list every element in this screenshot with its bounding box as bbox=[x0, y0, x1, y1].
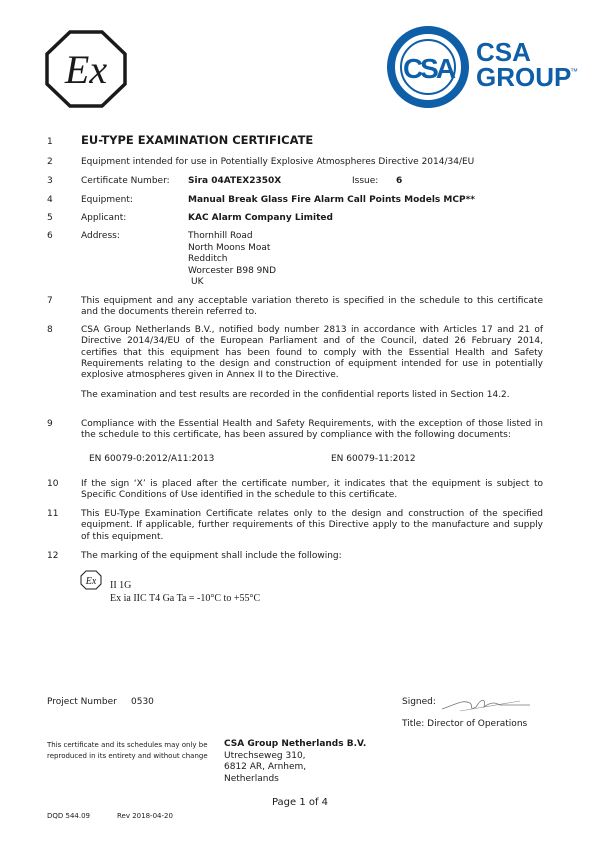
applicant-label: Applicant: bbox=[81, 213, 127, 223]
page-number: Page 1 of 4 bbox=[271, 797, 329, 808]
marking-protection: Ex ia IIC T4 Ga Ta = -10°C to +55°C bbox=[110, 593, 261, 604]
paragraph-8: CSA Group Netherlands B.V., notified body number 2813 in accordance with Articles 17 and 21 of Directive 2014/34/EU of the European Parliament and of the Council, dated 26 February 2014, certifies that this equipment has been found to comply with the Essential Health and Safety Requirements relating to the design and construction of equipment intended for use in potentially explosive atmospheres given in Annex II to the Directive. bbox=[81, 325, 543, 381]
doc-revision: Rev 2018-04-20 bbox=[117, 812, 173, 820]
paragraph-12: The marking of the equipment shall include the following: bbox=[81, 551, 342, 561]
csa-line1: CSA bbox=[476, 37, 531, 67]
standard-1: EN 60079-0:2012/A11:2013 bbox=[89, 454, 215, 464]
item-number: 12 bbox=[47, 551, 59, 561]
csa-line2: GROUP bbox=[476, 62, 572, 92]
signed-label: Signed: bbox=[402, 697, 436, 707]
csa-group-logo bbox=[386, 22, 586, 112]
paragraph-11: This EU-Type Examination Certificate relates only to the design and construction of the specified equipment. If applicable, further requirements of this Directive apply to the manufacture and supply of this equipment. bbox=[81, 509, 543, 542]
csa-tm: ™ bbox=[570, 67, 578, 76]
certificate-number-label: Certificate Number: bbox=[81, 176, 170, 186]
item-number: 10 bbox=[47, 479, 59, 489]
item-number: 3 bbox=[47, 176, 53, 186]
standard-2: EN 60079-11:2012 bbox=[331, 454, 416, 464]
paragraph-10: If the sign ‘X’ is placed after the certificate number, it indicates that the equipment is subject to Specific Conditions of Use identified in the schedule to this certificate. bbox=[81, 479, 543, 501]
address-line: Worcester B98 9ND bbox=[188, 265, 277, 276]
reproduction-note bbox=[47, 740, 208, 762]
item-number: 2 bbox=[47, 157, 53, 167]
csa-monogram: CSA bbox=[402, 53, 454, 84]
item-number: 5 bbox=[47, 213, 53, 223]
body-address-line: 6812 AR, Arnhem, bbox=[224, 762, 307, 772]
signature-image bbox=[440, 693, 532, 715]
equipment-value: Manual Break Glass Fire Alarm Call Points Models MCP** bbox=[188, 195, 475, 205]
address-label: Address: bbox=[81, 231, 120, 241]
address-line: North Moons Moat bbox=[188, 242, 271, 253]
ex-logo bbox=[45, 30, 127, 108]
csa-logo-icon bbox=[386, 22, 586, 112]
item-number: 9 bbox=[47, 419, 53, 429]
item-number: 6 bbox=[47, 231, 53, 241]
body-name: CSA Group Netherlands B.V. bbox=[224, 739, 367, 749]
issue-label: Issue: bbox=[352, 176, 379, 186]
applicant-value: KAC Alarm Company Limited bbox=[188, 213, 333, 223]
ex-mark-text: Ex bbox=[64, 47, 108, 92]
body-address-line: Netherlands bbox=[224, 773, 279, 784]
item-number: 7 bbox=[47, 296, 53, 306]
item-number: 1 bbox=[47, 137, 53, 147]
paragraph-8-results: The examination and test results are recorded in the confidential reports listed in Section 14.2. bbox=[81, 390, 510, 400]
equipment-label: Equipment: bbox=[81, 195, 133, 205]
doc-code: DQD 544.09 bbox=[47, 812, 91, 820]
body-address-line: Utrechseweg 310, bbox=[224, 750, 306, 761]
ex-marking-text: Ex bbox=[85, 576, 97, 587]
certificate-number-value: Sira 04ATEX2350X bbox=[188, 176, 282, 186]
address-line: Redditch bbox=[188, 254, 228, 265]
paragraph-9: Compliance with the Essential Health and Safety Requirements, with the exception of those listed in the schedule to this certificate, has been assured by compliance with the following documents: bbox=[81, 419, 543, 441]
certificate-title: EU-TYPE EXAMINATION CERTIFICATE bbox=[81, 133, 314, 147]
item-number: 11 bbox=[47, 509, 59, 519]
signatory-title: Title: Director of Operations bbox=[402, 719, 528, 729]
item-number: 4 bbox=[47, 195, 53, 205]
item-number: 8 bbox=[47, 325, 53, 335]
ex-marking-icon bbox=[80, 570, 102, 590]
issue-value: 6 bbox=[396, 176, 403, 186]
paragraph-7: This equipment and any acceptable variation thereto is specified in the schedule to this certificate and the documents therein referred to. bbox=[81, 296, 543, 318]
address-line: Thornhill Road bbox=[188, 231, 253, 241]
note-line: This certificate and its schedules may only be bbox=[47, 741, 208, 749]
project-number-value: 0530 bbox=[131, 697, 154, 707]
directive-line: Equipment intended for use in Potentially Explosive Atmospheres Directive 2014/34/EU bbox=[81, 157, 475, 167]
project-number-label: Project Number bbox=[47, 697, 117, 707]
ex-octagon-icon bbox=[45, 30, 127, 108]
notified-body-address bbox=[224, 739, 366, 785]
note-line: reproduced in its entirety and without change bbox=[47, 752, 208, 760]
marking-group: II 1G bbox=[110, 580, 132, 591]
address-line: UK bbox=[191, 277, 204, 288]
address-block bbox=[188, 231, 276, 289]
